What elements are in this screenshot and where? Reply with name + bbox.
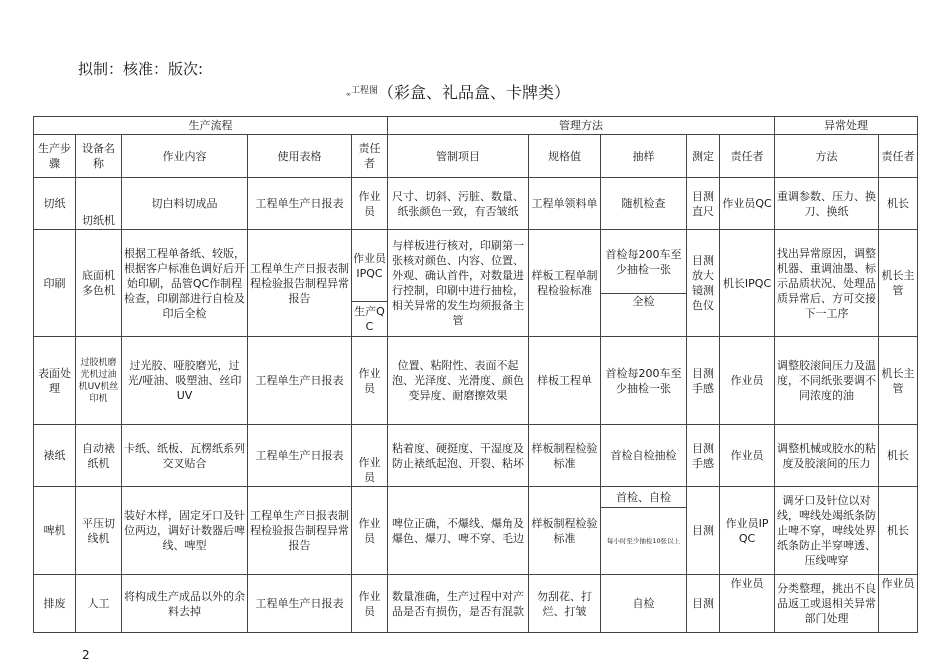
cell-form: 工程单生产日报表 [248, 178, 352, 230]
cell-responsible-3: 机长主管 [879, 230, 918, 337]
cell-method: 重调参数、压力、换刀、换纸 [775, 178, 879, 230]
cell-responsible: 作业员 [352, 337, 388, 425]
col-responsible-2: 责任者 [720, 135, 775, 178]
cell-method: 调牙口及针位以对线，啤线处竭纸条防止啤不穿，啤线处界纸条防止半穿啤透、压线啤穿 [775, 487, 879, 575]
table-row [34, 337, 918, 425]
table-row [34, 230, 918, 337]
table-row [34, 178, 918, 230]
cell-measure: 目测直尺 [687, 178, 720, 230]
col-responsible-3: 责任者 [879, 135, 918, 178]
col-measure: 测定 [687, 135, 720, 178]
document-title [346, 80, 570, 103]
cell-responsible [352, 230, 388, 337]
col-equipment: 设备名称 [76, 135, 122, 178]
table-row [34, 575, 918, 633]
title-small: 工程图 [351, 86, 379, 96]
cell-step: 裱纸 [34, 425, 76, 487]
header-line: 拟制：核准：版次: [78, 60, 204, 78]
sampling-split [601, 487, 686, 574]
col-control-item: 管制项目 [388, 135, 529, 178]
col-spec: 规格值 [529, 135, 601, 178]
cell-equipment: 切纸机 [76, 178, 122, 230]
col-method: 方法 [775, 135, 879, 178]
cell-measure: 目测 [687, 487, 720, 575]
cell-method: 分类整理，挑出不良品返工或退相关异常部门处理 [775, 575, 879, 633]
title-main: （彩盒、礼品盒、卡牌类） [378, 83, 571, 102]
cell-step: 排废 [34, 575, 76, 633]
cell-measure: 目测放大镜测色仪 [687, 230, 720, 337]
cell-work: 装好木样，固定牙口及针位两边，调好计数器后啤线、啤型 [122, 487, 248, 575]
cell-form: 工程单生产日报表制程检验报告制程异常报告 [248, 487, 352, 575]
table-row [34, 425, 918, 487]
cell-spec: 工程单领料单 [529, 178, 601, 230]
cell-measure: 目测 [687, 575, 720, 633]
cell-responsible-3: 机长 [879, 178, 918, 230]
cell-spec: 勿刮花、打烂、打皱 [529, 575, 601, 633]
group-header-row [34, 117, 918, 135]
cell-equipment: 自动裱纸机 [76, 425, 122, 487]
cell-method: 调整胶滚间压力及温度，不同纸张要调不同浓度的油 [775, 337, 879, 425]
cell-responsible-2: 作业员IPQC [720, 487, 775, 575]
cell-responsible: 作业员 [352, 425, 388, 487]
cell-control-item: 位置、粘附性、表面不起泡、光泽度、光滑度、颜色变异度、耐磨擦效果 [388, 337, 529, 425]
cell-responsible-2: 作业员 [720, 575, 775, 633]
column-header-row [34, 135, 918, 178]
cell-control-item: 与样板进行核对，印刷第一张核对颜色、内容、位置、外观、确认首件，对数量进行控制，印刷中进行抽检，相关异常的发生均须报备主管 [388, 230, 529, 337]
col-sampling: 抽样 [601, 135, 687, 178]
cell-method: 调整机械或胶水的粘度及胶滚间的压力 [775, 425, 879, 487]
cell-control-item: 数量准确，生产过程中对产品是否有损伤，是否有混款 [388, 575, 529, 633]
cell-responsible-2: 作业员 [720, 337, 775, 425]
group-flow: 生产流程 [34, 117, 388, 135]
sampling-top: 首检、自检 [616, 490, 672, 504]
process-table [33, 116, 918, 633]
cell-measure: 目测手感 [687, 337, 720, 425]
cell-form: 工程单生产日报表 [248, 425, 352, 487]
responsible-bottom: 生产QC [352, 301, 387, 336]
cell-work: 切白料切成品 [122, 178, 248, 230]
cell-spec: 样板制程检验标准 [529, 487, 601, 575]
cell-sampling [601, 230, 687, 337]
cell-control-item: 尺寸、切斜、污脏、数量、纸张颜色一致，有否皱纸 [388, 178, 529, 230]
cell-measure: 目测手感 [687, 425, 720, 487]
cell-responsible: 作业员 [352, 575, 388, 633]
cell-work: 根据工程单备纸、较版，根据客户标准色调好后开始印刷，品管QC作制程检查，印刷部进行自检及印后全检 [122, 230, 248, 337]
col-step: 生产步骤 [34, 135, 76, 178]
table-row [34, 487, 918, 575]
cell-work: 过光胶、哑胶磨光，过光/哑油、吸塑油、丝印UV [122, 337, 248, 425]
col-work: 作业内容 [122, 135, 248, 178]
sampling-bottom: 全检 [601, 293, 686, 314]
cell-responsible-2: 作业员 [720, 425, 775, 487]
cell-responsible-3: 作业员 [879, 575, 918, 633]
group-method: 管理方法 [388, 117, 775, 135]
col-form: 使用表格 [248, 135, 352, 178]
col-responsible: 责任者 [352, 135, 388, 178]
cell-form: 工程单生产日报表 [248, 337, 352, 425]
cell-form: 工程单生产日报表 [248, 575, 352, 633]
cell-responsible-2: 机长IPQC [720, 230, 775, 337]
cell-control-item: 啤位正确，不爆线、爆角及爆色、爆刀、啤不穿、毛边 [388, 487, 529, 575]
responsible-split [352, 231, 387, 336]
cell-responsible-3: 机长 [879, 487, 918, 575]
cell-equipment: 过胶机磨光机过油机UV机丝印机 [76, 337, 122, 425]
cell-sampling: 首检自检抽检 [601, 425, 687, 487]
cell-step: 表面处理 [34, 337, 76, 425]
cell-equipment: 底面机多色机 [76, 230, 122, 337]
group-abnormal: 异常处理 [775, 117, 918, 135]
cell-spec: 样板工程单 [529, 337, 601, 425]
cell-sampling: 首检每200车至少抽检一张 [601, 337, 687, 425]
cell-work: 卡纸、纸板、瓦楞纸系列交叉贴合 [122, 425, 248, 487]
cell-equipment: 平压切线机 [76, 487, 122, 575]
cell-spec: 样板制程检验标准 [529, 425, 601, 487]
cell-sampling [601, 487, 687, 575]
cell-sampling: 随机检查 [601, 178, 687, 230]
cell-responsible-3: 机长 [879, 425, 918, 487]
cell-step: 印刷 [34, 230, 76, 337]
cell-responsible: 作业员 [352, 487, 388, 575]
cell-responsible: 作业员 [352, 178, 388, 230]
cell-form: 工程单生产日报表制程检验报告制程异常报告 [248, 230, 352, 337]
sampling-top: 首检每200车至少抽检一张 [605, 247, 682, 276]
cell-sampling: 自检 [601, 575, 687, 633]
cell-responsible-3: 机长主管 [879, 337, 918, 425]
responsible-top: 作业员IPQC [353, 251, 386, 280]
cell-equipment: 人工 [76, 575, 122, 633]
title-prefix: ∞ [346, 91, 351, 98]
sampling-split [601, 231, 686, 336]
sampling-bottom: 每小时至少抽检10张以上 [601, 508, 686, 575]
cell-responsible-2: 作业员QC [720, 178, 775, 230]
cell-step: 切纸 [34, 178, 76, 230]
page-number: 2 [82, 648, 90, 662]
cell-step: 啤机 [34, 487, 76, 575]
cell-method: 找出异常原因，调整机器、重调油墨、标示品质状况、处理品质异常后、方可交接下一工序 [775, 230, 879, 337]
cell-control-item: 粘着度、硬挺度、干湿度及防止裱纸起泡、开裂、粘坏 [388, 425, 529, 487]
cell-work: 将构成生产成品以外的余料去掉 [122, 575, 248, 633]
cell-spec: 样板工程单制程检验标准 [529, 230, 601, 337]
